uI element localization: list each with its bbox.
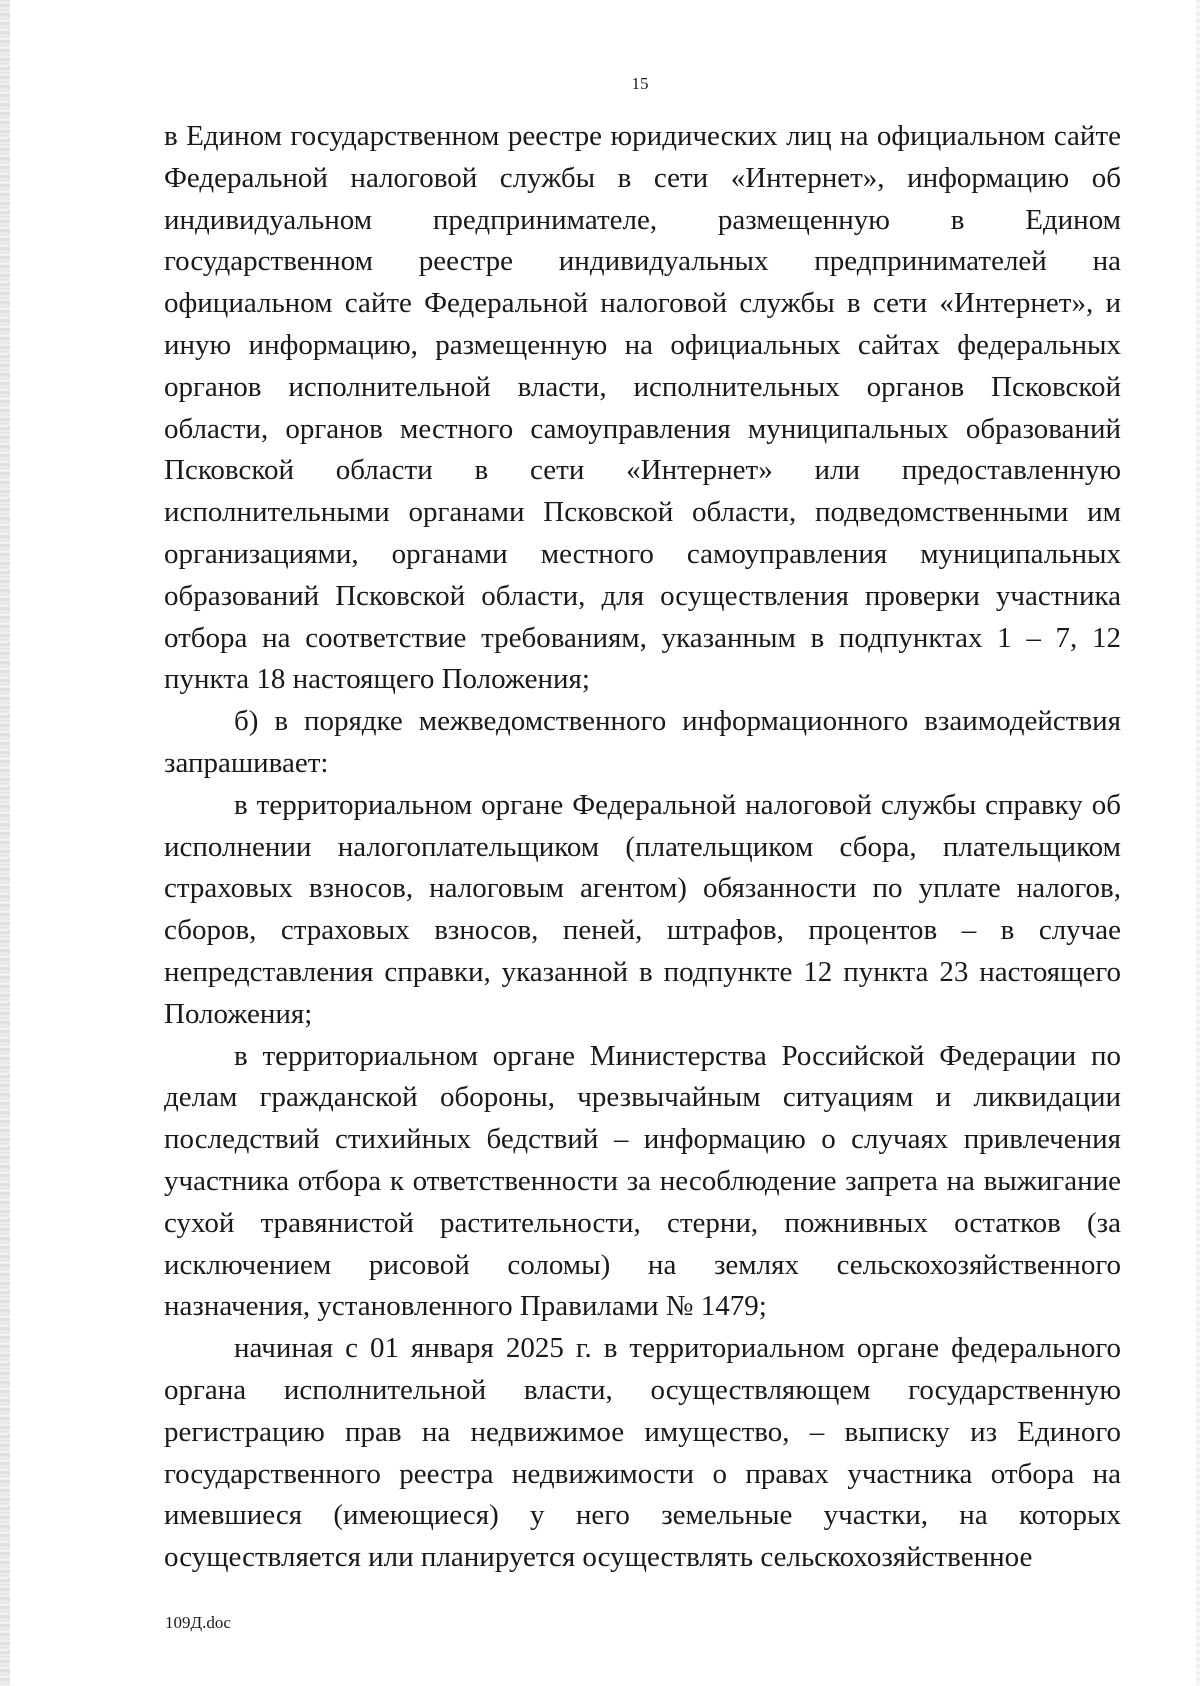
document-body	[164, 116, 1121, 1579]
scan-edge-right	[1196, 0, 1200, 1686]
page-number: 15	[631, 74, 649, 93]
scan-edge-left	[0, 0, 10, 1686]
paragraph-emergency-ministry: в территориальном органе Министерства Российской Федерации по делам гражданской обороны, чрезвычайным ситуациям и ликвидации последствий стихийных бедствий – информацию о случаях привлечения участника отбора к ответственности за несоблюдение запрета на выжигание сухой травянистой растительности, стерни, пожнивных остатков (за исключением рисовой соломы) на землях сельскохозяйственного назначения, установленного Правилами № 1479;	[164, 1039, 1121, 1323]
paragraph-property-registry: начиная с 01 января 2025 г. в территориальном органе федерального органа исполнительной власти, осуществляющем государственную регистрацию прав на недвижимое имущество, – выписку из Единого государственного реестра недвижимости о правах участника отбора на имевшиеся (имеющиеся) у него земельные участки, на которых осуществляется или планируется осуществлять сельскохозяйственное	[164, 1332, 1121, 1574]
paragraph-tax-service: в территориальном органе Федеральной налоговой службы справку об исполнении налогоплательщиком (плательщиком сбора, плательщиком страховых взносов, налоговым агентом) обязанности по уплате налогов, сборов, страховых взносов, пеней, штрафов, процентов – в случае непредставления справки, указанной в подпункте 12 пункта 23 настоящего Положения;	[164, 788, 1121, 1030]
footer-filename: 109Д.doc	[165, 1613, 231, 1632]
paragraph-continuation: в Едином государственном реестре юридических лиц на официальном сайте Федеральной налоговой службы в сети «Интернет», информацию об индивидуальном предпринимателе, размещенную в Едином государственном реестре индивидуальных предпринимателей на официальном сайте Федеральной налоговой службы в сети «Интернет», и иную информацию, размещенную на официальных сайтах федеральных органов исполнительной власти, исполнительных органов Псковской области, органов местного самоуправления муниципальных образований Псковской области в сети «Интернет» или предоставленную исполнительными органами Псковской области, подведомственными им организациями, органами местного самоуправления муниципальных образований Псковской области, для осуществления проверки участника отбора на соответствие требованиям, указанным в подпунктах 1 – 7, 12 пункта 18 настоящего Положения;	[164, 120, 1121, 696]
paragraph-item-b: б) в порядке межведомственного информационного взаимодействия запрашивает:	[164, 705, 1121, 779]
